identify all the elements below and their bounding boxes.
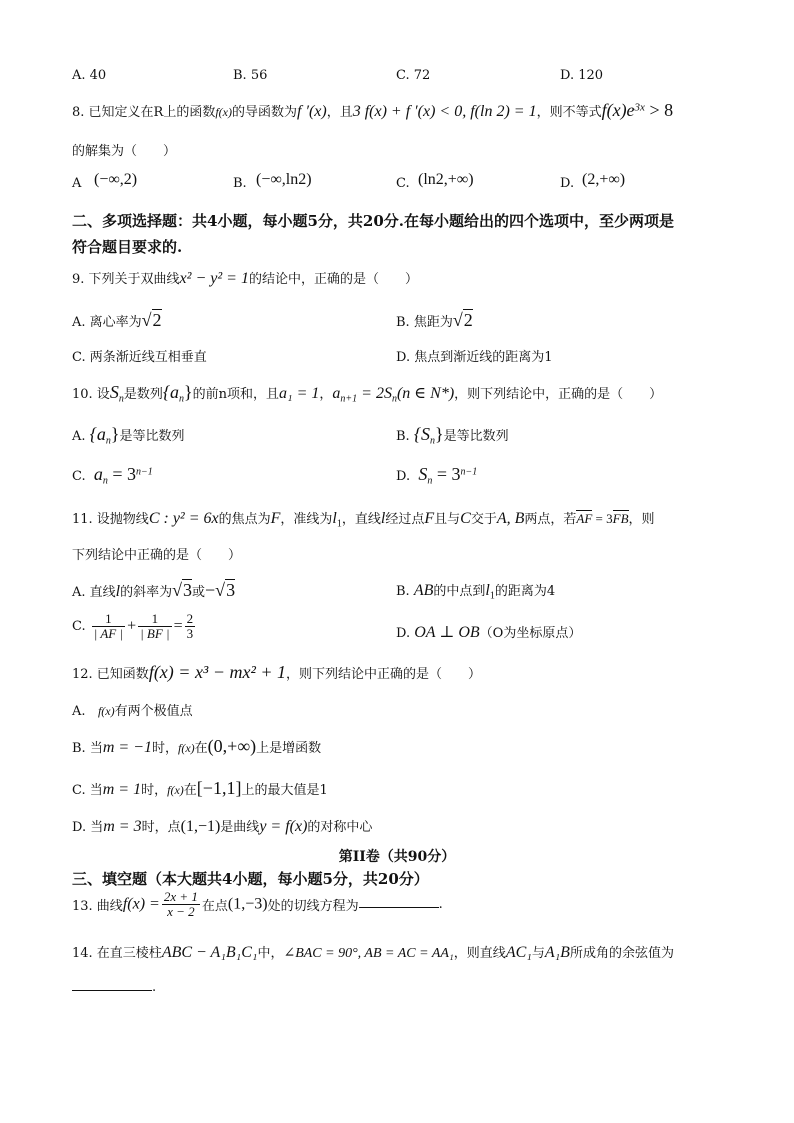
- q10-text: ，则下列结论中，正确的是（ ）: [454, 387, 663, 402]
- q14-answer-line: [72, 978, 156, 995]
- q12-text: 12. 已知函数: [72, 667, 149, 682]
- q12-option-d-text: 是曲线: [220, 820, 260, 835]
- q11-text: 11. 设抛物线: [72, 512, 149, 527]
- q13-text: 13. 曲线: [72, 899, 123, 914]
- q14-text: ，则直线: [453, 946, 506, 961]
- q13-text: .: [438, 897, 443, 912]
- q9-sqrt2: 2: [463, 310, 473, 330]
- q8-option-a-label: A: [72, 176, 82, 191]
- q11-option-a-text: 的斜率为: [120, 585, 173, 600]
- q11-ab-segment: AB: [413, 582, 434, 599]
- q11-text: 且与: [434, 512, 461, 527]
- q11-option-a-text: A. 直线: [72, 585, 116, 600]
- q11-stem: 11. 设抛物线C : y² = 6x的焦点为F，准线为$l_1$，直线l经过点F且与C交于A, B两点，若AF = 3FB，则: [72, 510, 655, 530]
- q13-fx: f(x) =: [122, 895, 160, 913]
- q11-f: F: [424, 510, 435, 527]
- q11-text: ，则: [628, 512, 655, 527]
- q9-option-b: B. 焦距为√2: [396, 310, 473, 330]
- q12-option-d-text: 的对称中心: [307, 820, 373, 835]
- q10-text: 是数列: [123, 387, 163, 402]
- q11-option-a: A. 直线l的斜率为√3或−√3: [72, 580, 236, 600]
- q13-text: 在点: [201, 899, 228, 914]
- q13-denominator: x − 2: [167, 904, 195, 919]
- q8-inequality-tail: > 8: [644, 100, 674, 120]
- q12-function: f(x) = x³ − mx² + 1: [148, 662, 287, 682]
- q8-stem: [72, 100, 673, 121]
- q12-option-c-text: 在: [183, 783, 197, 798]
- q8-option-b: (−∞,ln2): [256, 171, 312, 188]
- q9-text: 9. 下列关于双曲线: [72, 272, 180, 287]
- q12-stem: [72, 662, 481, 683]
- q11-text: 两点，若: [524, 512, 577, 527]
- q11-option-c: C. $\frac{1}{| AF |}$ + $\frac{1}{| BF |}$ = $\frac{2}{3}$: [72, 611, 194, 641]
- q11-option-b-text: 的距离为4: [494, 584, 556, 599]
- q11-option-a-text: 或: [192, 585, 206, 600]
- q10-option-d: D. $S_n = 3^{n-1}$: [396, 464, 478, 487]
- q12-m-value: m = −1: [102, 739, 152, 756]
- q11-frac-bf: [138, 612, 172, 641]
- q9-option-a-text: A. 离心率为: [72, 315, 142, 330]
- q8-condition: 3 f(x) + f ′(x) < 0, f(ln 2) = 1: [352, 103, 537, 120]
- q8-fx: f(x): [215, 105, 232, 119]
- q11-frac-den: | BF |: [140, 626, 170, 641]
- q12-point: (1,−1): [180, 818, 221, 835]
- q12-option-b-text: 在: [194, 741, 208, 756]
- q9-stem: [72, 268, 418, 288]
- q11-text: 交于: [470, 512, 497, 527]
- q10-domain: (n ∈ N*): [396, 385, 455, 402]
- q12-fx: f(x): [167, 783, 184, 797]
- q14-answer-blank[interactable]: [72, 978, 152, 991]
- q12-option-a: [72, 700, 193, 719]
- q12-option-b-text: B. 当: [72, 741, 103, 756]
- q7-option-d: D. 120: [560, 68, 604, 83]
- q14-text: 中，: [257, 946, 284, 961]
- q8-option-b-label: B.: [233, 176, 247, 191]
- q12-option-b-text: 时，: [151, 741, 178, 756]
- q14-text: 14. 在直三棱柱: [72, 946, 162, 961]
- q8-option-d-label: D.: [560, 176, 575, 191]
- q14-line-ac1: AC₁: [505, 944, 532, 961]
- q11-text: ，准线为: [280, 512, 333, 527]
- q13-numerator: 2x + 1: [163, 889, 198, 904]
- q10-text: 的前n项和，且: [192, 387, 280, 402]
- q11-frac-result: [185, 612, 196, 641]
- q11-text: 的焦点为: [218, 512, 271, 527]
- q10-exponent: n−1: [460, 466, 478, 478]
- q11-sqrt3: 3: [226, 580, 236, 600]
- q8-exponent: 3x: [634, 101, 645, 114]
- q8-text: 的导函数为: [231, 105, 297, 120]
- q11-l1: l: [485, 582, 490, 599]
- q11-perpendicular: OA ⊥ OB: [414, 624, 480, 641]
- q7-option-c: C. 72: [396, 68, 431, 83]
- q9-option-d: D. 焦点到渐近线的距离为1: [396, 350, 553, 365]
- q10-option-b-text: 是等比数列: [443, 429, 509, 444]
- q14-prism: ABC − A₁B₁C₁: [161, 944, 258, 961]
- q11-option-d-text: D.: [396, 626, 411, 641]
- q12-fx: f(x): [178, 741, 195, 755]
- q7-option-a: A. 40: [72, 68, 107, 83]
- q8-stem-2: 的解集为（ ）: [72, 144, 177, 159]
- q11-text: 经过点: [385, 512, 425, 527]
- q12-m-value: m = 1: [102, 781, 142, 798]
- part2-heading: 第II卷（共90分）: [338, 849, 456, 865]
- q13-point: (1,−3): [227, 895, 268, 913]
- q7-option-b: B. 56: [233, 68, 268, 83]
- q10-option-d-eq: = 3: [432, 464, 461, 484]
- q11-parabola: C : y² = 6x: [148, 510, 219, 527]
- section3-heading: 三、填空题（本大题共4小题，每小题5分，共20分）: [72, 870, 429, 888]
- q11-frac-den: 3: [186, 626, 194, 641]
- q8-option-a: (−∞,2): [94, 171, 138, 188]
- q11-vector-af: AF: [576, 511, 593, 526]
- q9-text: 的结论中，正确的是（ ）: [248, 272, 418, 287]
- q12-interval: (0,+∞): [207, 736, 257, 756]
- q9-equation: x² − y² = 1: [179, 270, 249, 287]
- q11-frac-num: 1: [92, 612, 125, 627]
- q8-option-d: (2,+∞): [582, 171, 626, 188]
- q10-recurrence: a: [332, 385, 341, 402]
- q13-fraction: [162, 890, 200, 919]
- q11-c: C: [460, 510, 471, 527]
- q11-frac-num: 1: [138, 612, 172, 627]
- q9-option-a: A. 离心率为√2: [72, 310, 162, 330]
- q10-recurrence-tail: = 2S: [357, 385, 392, 402]
- q11-sqrt3: 3: [183, 580, 193, 600]
- q12-option-d-text: D. 当: [72, 820, 104, 835]
- section2-heading: 二、多项选择题：共4小题，每小题5分，共20分.在每小题给出的四个选项中，至少两项是: [72, 212, 674, 230]
- q11-vector-eq: = 3: [592, 511, 613, 526]
- q10-exponent: n−1: [136, 466, 153, 478]
- q11-option-c-label: C.: [72, 619, 86, 634]
- q8-inequality: f(x)e: [601, 100, 635, 120]
- q11-l: l: [115, 583, 121, 600]
- q12-option-b-text: 上是增函数: [256, 741, 322, 756]
- q11-option-d: [396, 622, 581, 642]
- q12-interval: [−1,1]: [196, 778, 242, 798]
- q12-option-a-text: 有两个极值点: [114, 704, 193, 719]
- q11-option-b-text: B.: [396, 584, 410, 599]
- q14-text: 与: [531, 946, 545, 961]
- q9-option-c: C. 两条渐近线互相垂直: [72, 350, 207, 365]
- q11-frac-den: | AF |: [93, 626, 124, 641]
- q11-text: ，直线: [341, 512, 381, 527]
- section2-heading-2: 符合题目要求的.: [72, 238, 183, 256]
- q10-option-c-a: a: [93, 464, 103, 484]
- q12-option-c: [72, 778, 328, 799]
- q12-option-d-text: 时，点: [141, 820, 181, 835]
- q12-option-c-text: 时，: [141, 783, 168, 798]
- q14-text: 所成角的余弦值为: [569, 946, 674, 961]
- q12-option-d: [72, 816, 372, 836]
- q8-option-c-label: C.: [396, 176, 410, 191]
- q11-ab: A, B: [496, 510, 525, 527]
- q14-line-a1b: A₁B: [544, 944, 570, 961]
- q13-text: 处的切线方程为: [267, 899, 359, 914]
- q10-option-a: A. $\{a_n\}$是等比数列: [72, 424, 185, 447]
- q11-option-b: B. AB的中点到$l_1$的距离为4: [396, 582, 556, 602]
- q11-l1: l: [332, 510, 337, 527]
- q10-option-d-s: S: [418, 464, 428, 484]
- q8-text: 8. 已知定义在R上的函数: [72, 105, 216, 120]
- q8-text: ，则不等式: [536, 105, 602, 120]
- q10-an: {a: [162, 382, 180, 402]
- q8-option-c: (ln2,+∞): [418, 171, 474, 188]
- q11-option-d-text: （O为坐标原点）: [479, 626, 582, 641]
- q11-option-b-text: 的中点到: [433, 584, 486, 599]
- q14-text: .: [152, 980, 157, 995]
- q11-l: l: [380, 510, 386, 527]
- q8-text: ，且: [326, 105, 353, 120]
- q12-option-c-text: C. 当: [72, 783, 103, 798]
- q12-option-c-text: 上的最大值是1: [241, 783, 328, 798]
- q9-option-b-text: B. 焦距为: [396, 315, 453, 330]
- q10-sn: S: [109, 382, 119, 402]
- q12-text: ，则下列结论中正确的是（ ）: [286, 667, 482, 682]
- q13-stem: [72, 890, 443, 919]
- q11-vector-fb: FB: [612, 511, 629, 526]
- q10-option-c-eq: = 3: [107, 464, 137, 484]
- q10-a1: a₁ = 1: [279, 385, 320, 402]
- q11-frac-af: [92, 612, 125, 641]
- q12-m-value: m = 3: [103, 818, 142, 835]
- q14-stem: [72, 942, 674, 962]
- q12-option-a-label: A.: [72, 704, 86, 719]
- q10-stem: 10. 设$S_n$是数列$\{a_n\}$的前n项和，且a₁ = 1，$a_{n+1} = 2S_n(n$ ∈ N*)，则下列结论中，正确的是（ ）: [72, 382, 663, 405]
- q10-option-c: C. $a_n = 3^{n-1}$: [72, 464, 153, 487]
- q10-option-b: B. $\{S_n\}$是等比数列: [396, 424, 509, 447]
- q14-condition: ∠BAC = 90°, AB = AC = AA₁: [283, 946, 454, 961]
- q12-fx: f(x): [97, 704, 115, 718]
- q10-text: 10. 设: [72, 387, 110, 402]
- q10-option-a-text: 是等比数列: [119, 429, 185, 444]
- q12-option-b: [72, 736, 321, 757]
- q8-fpx: f ′(x): [297, 103, 327, 120]
- q11-f: F: [270, 510, 281, 527]
- q12-curve: y = f(x): [259, 818, 308, 835]
- q11-frac-num: 2: [186, 611, 194, 626]
- q11-stem-2: 下列结论中正确的是（ ）: [72, 548, 242, 563]
- q13-answer-blank[interactable]: [359, 895, 439, 908]
- q9-sqrt2: 2: [152, 310, 162, 330]
